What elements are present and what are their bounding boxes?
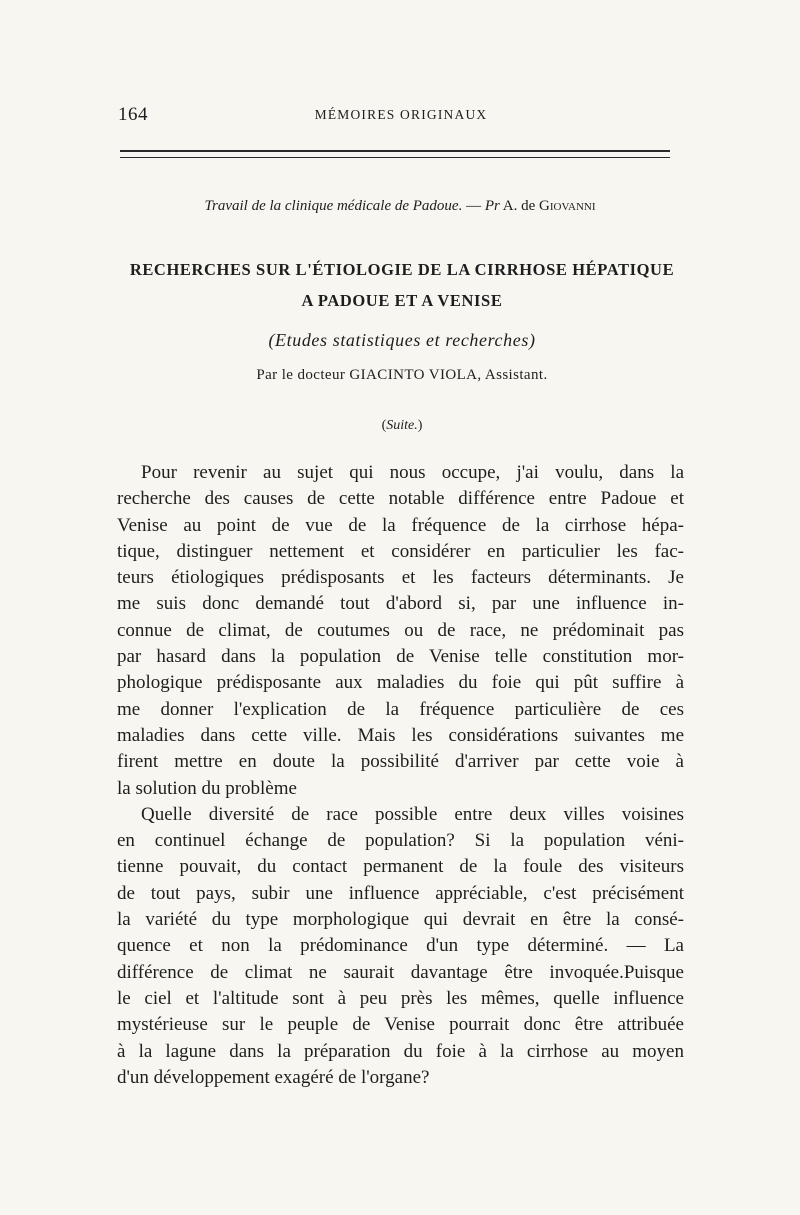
body-line: maladies dans cette ville. Mais les considérations suivantes me [117, 724, 684, 746]
attribution-professor-name: Giovanni [539, 198, 596, 214]
body-text [117, 460, 684, 1091]
body-line: connue de climat, de coutumes ou de race, ne prédominait pas [117, 619, 684, 641]
body-line: à la lagune dans la préparation du foie à la cirrhose au moyen [117, 1040, 684, 1062]
body-line: me suis donc demandé tout d'abord si, par une influence in- [117, 593, 684, 615]
article-subtitle: (Etudes statistiques et recherches) [268, 330, 536, 350]
body-line: par hasard dans la population de Venise telle constitution mor- [117, 646, 684, 668]
body-line: Venise au point de vue de la fréquence de la cirrhose hépa- [117, 514, 684, 536]
body-line: la variété du type morphologique qui devrait en être la consé- [117, 909, 684, 931]
page-number: 164 [118, 104, 148, 125]
attribution-dash: — [466, 198, 482, 214]
body-line: firent mettre en doute la possibilité d'arriver par cette voie à [117, 751, 684, 773]
body-line: d'un développement exagéré de l'organe? [117, 1066, 430, 1088]
body-line: Pour revenir au sujet qui nous occupe, j'ai voulu, dans la [141, 462, 684, 483]
title-line-1: RECHERCHES SUR L'ÉTIOLOGIE DE LA CIRRHOSE HÉPATIQUE [129, 260, 675, 279]
body-line: phologique prédisposante aux maladies du foie qui pût suffire à [117, 672, 684, 694]
attribution-initial: A. de [502, 198, 536, 214]
header-rule-thick [120, 150, 670, 152]
running-head: MÉMOIRES ORIGINAUX [314, 107, 488, 122]
page-header [118, 104, 684, 132]
article-attribution [120, 198, 680, 215]
body-line: me donner l'explication de la fréquence particulière de ces [117, 698, 684, 720]
body-line: Quelle diversité de race possible entre deux villes voisines [141, 803, 684, 825]
body-line: en continuel échange de population? Si la population véni- [117, 830, 684, 852]
body-line: teurs étiologiques prédisposants et les facteurs déterminants. Je [117, 567, 684, 589]
body-line: mystérieuse sur le peuple de Venise pourrait donc être attribuée [117, 1014, 684, 1036]
body-line: différence de climat ne saurait davantage être invoquée.Puisque [117, 961, 684, 983]
body-line: la solution du problème [117, 777, 297, 799]
body-line: quence et non la prédominance d'un type déterminé. — La [117, 935, 684, 957]
body-line: de tout pays, subir une influence appréciable, c'est précisément [117, 882, 684, 904]
continuation-note: (Suite.) [381, 418, 423, 433]
body-line: le ciel et l'altitude sont à peu près les mêmes, quelle influence [117, 987, 684, 1009]
body-line: tienne pouvait, du contact permanent de la foule des visiteurs [117, 856, 684, 878]
continuation-label: Suite. [386, 418, 418, 433]
attribution-work: Travail de la clinique médicale de Padoue. [204, 198, 463, 214]
body-line: recherche des causes de cette notable différence entre Padoue et [117, 488, 684, 510]
title-line-2: A PADOUE ET A VENISE [301, 291, 503, 310]
header-rule-thin [120, 157, 670, 158]
author-byline: Par le docteur GIACINTO VIOLA, Assistant. [256, 367, 548, 383]
body-line: tique, distinguer nettement et considérer en particulier les fac- [117, 540, 684, 562]
attribution-prof-abbrev: Pr [484, 198, 500, 214]
article-title [112, 254, 692, 316]
